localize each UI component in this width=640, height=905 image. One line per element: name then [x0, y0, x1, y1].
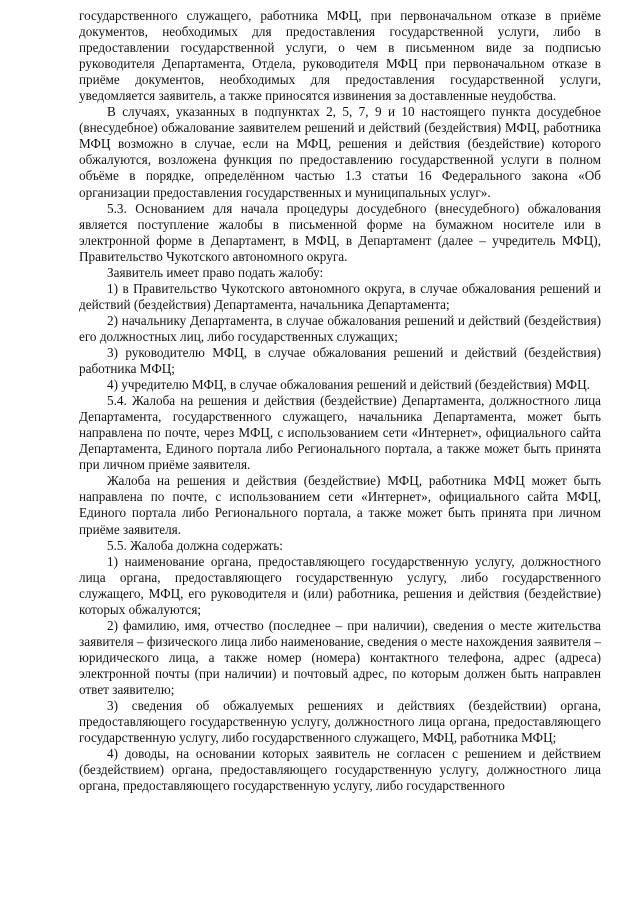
paragraph-mfc-appeal-cases: В случаях, указанных в подпунктах 2, 5, 7, 9 и 10 настоящего пункта досудебное (внесудебное) обжалование заявителем решений и действий (бездействия) МФЦ, работника МФЦ возможно в случае, если на МФЦ, решения и действия (бездействие) которого обжалуются, возложена функция по предоставлению государственной услуги в полном объёме в порядке, определённом частью 1.3 статьи 16 Федерального закона «Об организации предоставления государственных и муниципальных услуг».: [79, 104, 601, 200]
paragraph-5-4: 5.4. Жалоба на решения и действия (бездействие) Департамента, должностного лица Департамента, государственного служащего, начальника Департамента, может быть направлена по почте, через МФЦ, с использованием сети «Интернет», официального сайта Департамента, Единого портала либо Регионального портала, а также может быть принята при личном приёме заявителя.: [79, 393, 601, 473]
list-item-government: 1) в Правительство Чукотского автономного округа, в случае обжалования решений и действий (бездействия) Департамента, начальника Департамента;: [79, 280, 601, 312]
list-item-arguments: 4) доводы, на основании которых заявитель не согласен с решением и действием (бездействием) органа, предоставляющего государственную услугу, должностного лица органа, предоставляющего государственную услугу, либо государственного: [79, 746, 601, 794]
list-item-appealed-decisions: 3) сведения об обжалуемых решениях и действиях (бездействии) органа, предоставляющего государственную услугу, должностного лица органа, предоставляющего государственную услугу, либо государственного служащего, МФЦ, работника МФЦ;: [79, 698, 601, 746]
list-item-department-head: 2) начальнику Департамента, в случае обжалования решений и действий (бездействия) его должностных лиц, либо государственных служащих;: [79, 312, 601, 344]
paragraph-5-3: 5.3. Основанием для начала процедуры досудебного (внесудебного) обжалования является поступление жалобы в письменной форме на бумажном носителе или в электронной форме в Департамент, в МФЦ, в Департамент (далее – учредитель МФЦ), Правительство Чукотского автономного округа.: [79, 200, 601, 264]
paragraph-right-to-complain: Заявитель имеет право подать жалобу:: [107, 264, 324, 280]
list-item-mfc-head: 3) руководителю МФЦ, в случае обжалования решений и действий (бездействия) работника МФЦ;: [79, 344, 601, 377]
list-item-organ-name: 1) наименование органа, предоставляющего государственную услугу, должностного лица органа, предоставляющего государственную услугу, либо государственного служащего, МФЦ, его руководителя и (или) работника, решения и действия (бездействие) которых обжалуются;: [79, 553, 601, 617]
paragraph-refusal-apology: государственного служащего, работника МФЦ, при первоначальном отказе в приёме документов, необходимых для предоставления государственной услуги, либо в предоставлении государственной услуги, о чем в письменном виде за подписью руководителя Департамента, Отдела, руководителя МФЦ при первоначальном отказе в приёме документов, необходимых для предоставления государственной услуги, уведомляется заявитель, а также приносятся извинения за доставленные неудобства.: [79, 8, 601, 104]
document-page: [79, 8, 601, 794]
paragraph-mfc-complaint-channels: Жалоба на решения и действия (бездействие) МФЦ, работника МФЦ может быть направлена по почте, с использованием сети «Интернет», официального сайта МФЦ, Единого портала либо Регионального портала, а также может быть принята при личном приёме заявителя.: [79, 473, 601, 537]
list-item-applicant-info: 2) фамилию, имя, отчество (последнее – при наличии), сведения о месте жительства заявителя – физического лица либо наименование, сведения о месте нахождения заявителя – юридического лица, а также номер (номера) контактного телефона, адрес (адреса) электронной почты (при наличии) и почтовый адрес, по которым должен быть направлен ответ заявителю;: [79, 617, 601, 697]
paragraph-5-5: 5.5. Жалоба должна содержать:: [107, 537, 283, 553]
list-item-mfc-founder: 4) учредителю МФЦ, в случае обжалования решений и действий (бездействия) МФЦ.: [107, 377, 590, 393]
